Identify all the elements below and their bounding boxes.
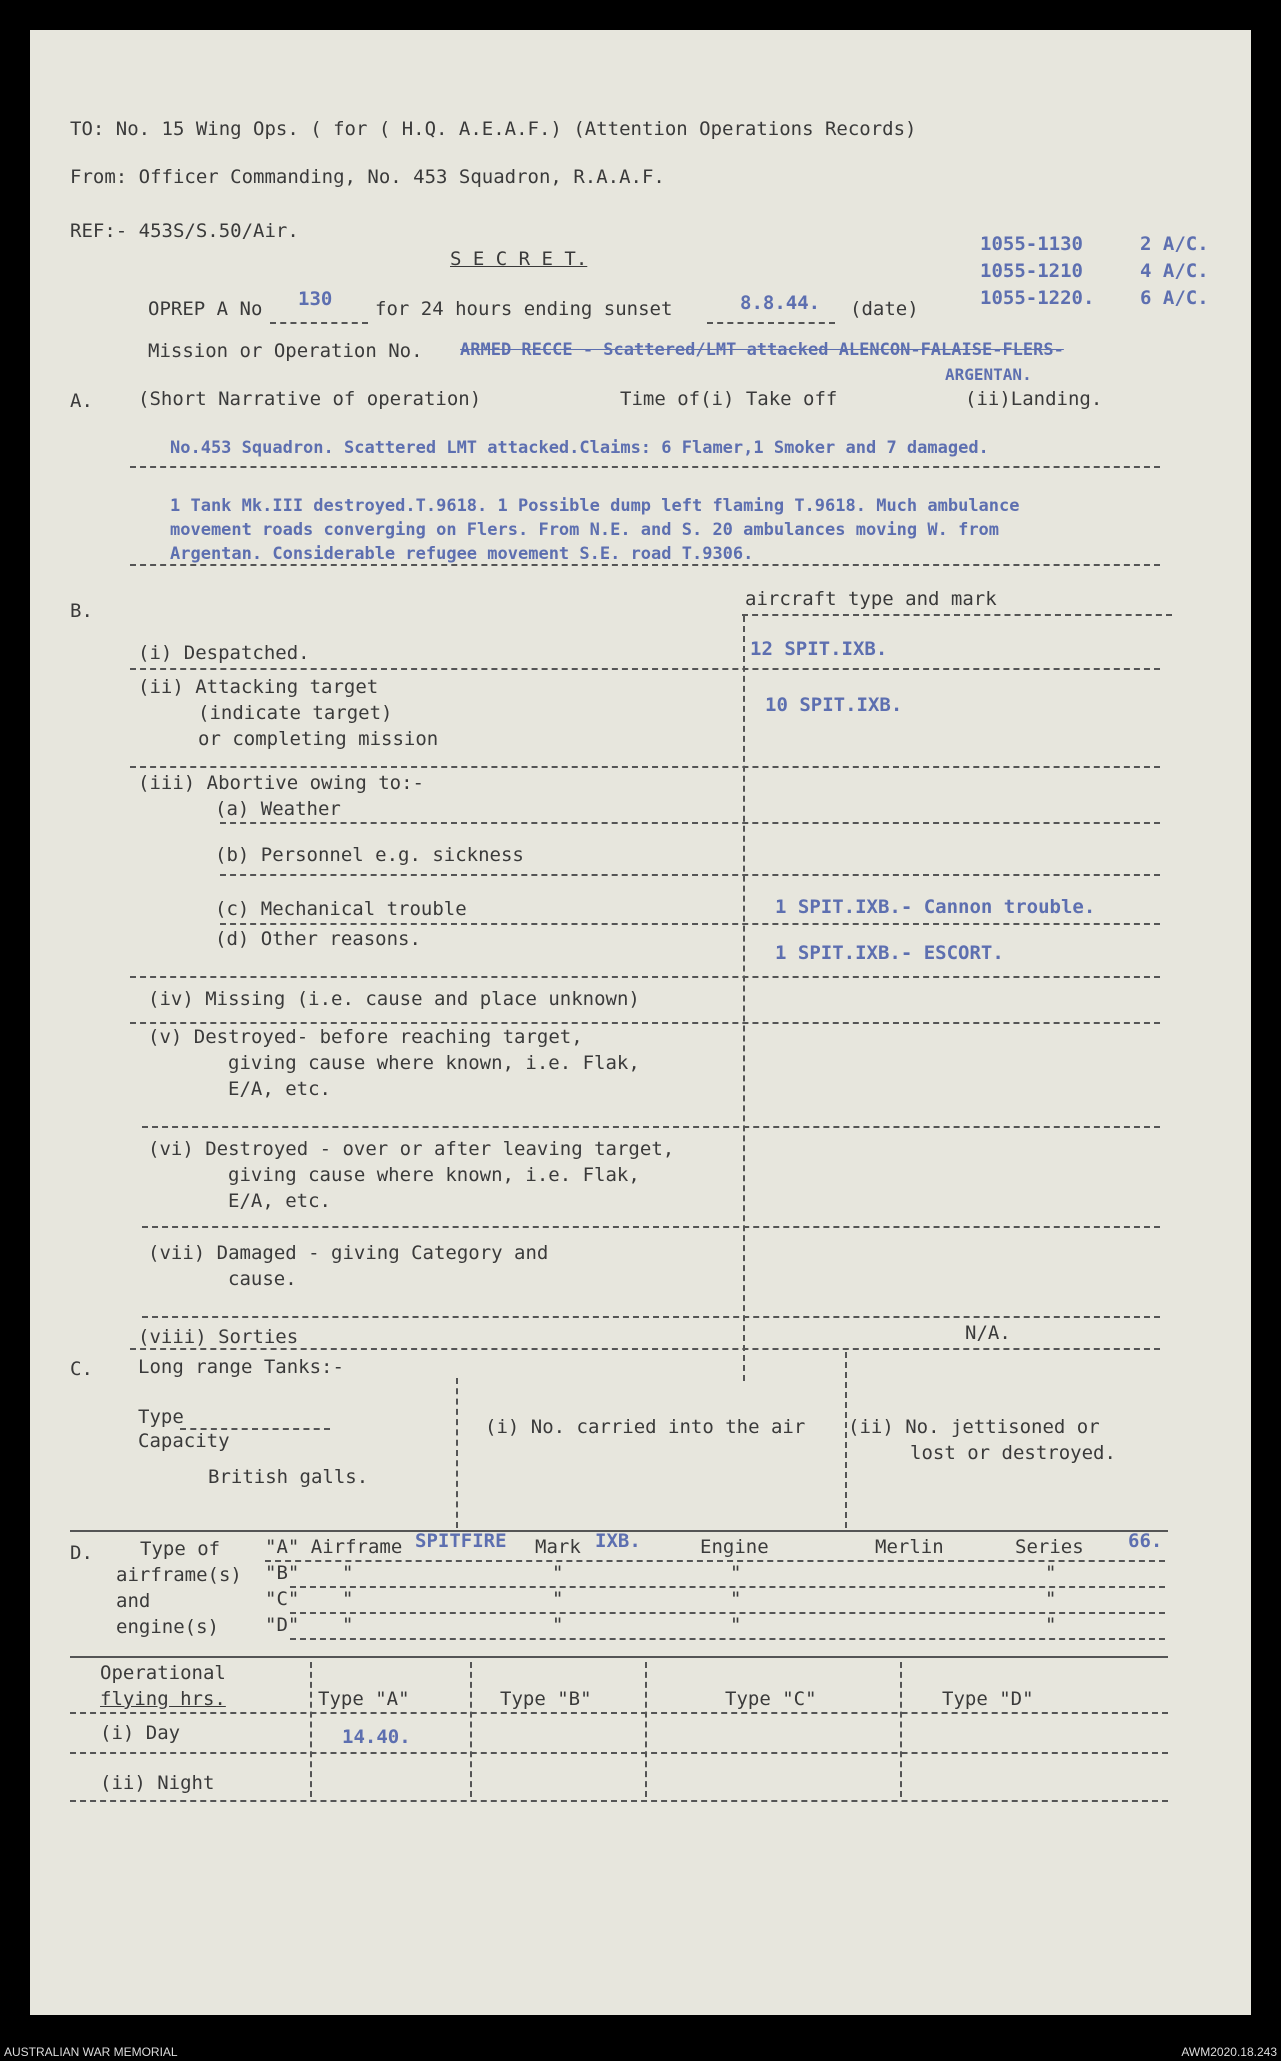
archive-reference: AWM2020.18.243 <box>1181 2045 1277 2059</box>
oprep-number: 130 <box>298 288 333 310</box>
mission-value-cont: ARGENTAN. <box>945 365 1032 384</box>
table-column-divider <box>470 1662 472 1797</box>
table-bottom-rule <box>70 1800 1168 1802</box>
destroyed-before-label: giving cause where known, i.e. Flak, <box>228 1052 640 1074</box>
date-label: (date) <box>850 298 919 320</box>
table-column-divider <box>900 1662 902 1797</box>
airframe-label: engine(s) <box>116 1616 219 1638</box>
time-entry: 1055-1210 <box>980 260 1083 282</box>
tank-capacity-label: Capacity <box>138 1430 230 1452</box>
date-underline <box>707 322 835 324</box>
row-rule <box>220 822 1160 824</box>
series-value: 66. <box>1128 1530 1163 1552</box>
row-rule <box>130 766 1160 768</box>
ref-line: REF:- 453S/S.50/Air. <box>70 220 299 242</box>
oprep-label: OPREP A No <box>148 298 263 320</box>
narrative-rule <box>130 564 1160 566</box>
row-rule <box>130 1022 1160 1024</box>
header-rule <box>742 614 1172 616</box>
tanks-label: Long range Tanks:- <box>138 1356 344 1378</box>
type-c-header: Type "C" <box>725 1688 817 1710</box>
series-label: Series <box>1015 1536 1084 1558</box>
row-rule <box>142 1126 1160 1128</box>
weather-label: (a) Weather <box>215 798 341 820</box>
table-rule <box>70 1752 1168 1754</box>
airframe-label: and <box>116 1590 151 1612</box>
despatched-value: 12 SPIT.IXB. <box>750 638 888 660</box>
destroyed-after-label: E/A, etc. <box>228 1190 331 1212</box>
ditto-mark: " <box>1045 1614 1057 1636</box>
engine-label: Engine <box>700 1536 769 1558</box>
row-rule <box>220 874 1160 876</box>
time-count: 4 A/C. <box>1140 260 1209 282</box>
section-a-letter: A. <box>70 390 93 412</box>
type-d-header: Type "D" <box>942 1688 1034 1710</box>
airframe-row-d-label: "D" <box>265 1614 300 1636</box>
tank-galls-label: British galls. <box>208 1466 369 1488</box>
airframe-label: airframe(s) <box>116 1564 242 1586</box>
landing-label: (ii)Landing. <box>965 388 1103 410</box>
narrative-line: No.453 Squadron. Scattered LMT attacked.Claims: 6 Flamer,1 Smoker and 7 damaged. <box>170 438 989 458</box>
destroyed-after-label: (vi) Destroyed - over or after leaving target, <box>148 1138 675 1160</box>
row-rule <box>142 1226 1160 1228</box>
ditto-mark: " <box>342 1562 354 1584</box>
type-b-header: Type "B" <box>500 1688 592 1710</box>
ditto-mark: " <box>730 1588 742 1610</box>
to-line: TO: No. 15 Wing Ops. ( for ( H.Q. A.E.A.F.) (Attention Operations Records) <box>70 118 917 140</box>
table-column-divider <box>310 1662 312 1797</box>
airframe-rule <box>290 1638 1165 1640</box>
day-type-a-value: 14.40. <box>342 1726 411 1748</box>
table-rule <box>70 1712 1168 1714</box>
tanks-divider <box>456 1378 458 1528</box>
document-page <box>30 30 1251 2015</box>
missing-label: (iv) Missing (i.e. cause and place unknown) <box>148 988 640 1010</box>
oprep-underline <box>270 322 368 324</box>
row-rule <box>130 668 1160 670</box>
airframe-row-b-label: "B" <box>265 1562 300 1584</box>
from-line: From: Officer Commanding, No. 453 Squadron, R.A.A.F. <box>70 166 665 188</box>
airframe-rule <box>290 1612 1165 1614</box>
section-c-letter: C. <box>70 1358 93 1380</box>
sorties-label: (viii) Sorties <box>138 1326 299 1348</box>
narrative-line: movement roads converging on Flers. From N.E. and S. 20 ambulances moving W. from <box>170 520 1000 540</box>
ditto-mark: " <box>1045 1562 1057 1584</box>
row-rule <box>130 976 1160 978</box>
attacking-label: (ii) Attacking target <box>138 676 379 698</box>
abortive-label: (iii) Abortive owing to:- <box>138 772 424 794</box>
mark-value: IXB. <box>595 1530 641 1552</box>
day-label: (i) Day <box>100 1722 181 1744</box>
time-entry: 1055-1130 <box>980 233 1083 255</box>
engine-value: Merlin <box>875 1536 944 1558</box>
ditto-mark: " <box>552 1562 564 1584</box>
for-label: for 24 hours ending sunset <box>375 298 673 320</box>
archive-credit: AUSTRALIAN WAR MEMORIAL <box>4 2045 178 2059</box>
ditto-mark: " <box>342 1588 354 1610</box>
secret-heading: S E C R E T. <box>450 248 588 270</box>
tanks-jettisoned-label: (ii) No. jettisoned or <box>848 1416 1100 1438</box>
airframe-value: SPITFIRE <box>415 1530 507 1552</box>
despatched-label: (i) Despatched. <box>138 642 310 664</box>
section-d-letter: D. <box>70 1542 93 1564</box>
airframe-rule <box>290 1586 1165 1588</box>
destroyed-before-label: (v) Destroyed- before reaching target, <box>148 1026 583 1048</box>
airframe-row-a-label: "A" Airframe <box>265 1536 403 1558</box>
time-count: 2 A/C. <box>1140 233 1209 255</box>
time-entry: 1055-1220. <box>980 287 1095 309</box>
type-a-header: Type "A" <box>318 1688 410 1710</box>
tanks-carried-label: (i) No. carried into the air <box>485 1416 806 1438</box>
ditto-mark: " <box>552 1614 564 1636</box>
mechanical-value: 1 SPIT.IXB.- Cannon trouble. <box>775 896 1096 918</box>
ditto-mark: " <box>730 1562 742 1584</box>
airframe-label: Type of <box>140 1538 221 1560</box>
row-rule <box>220 923 1160 925</box>
ditto-mark: " <box>1045 1588 1057 1610</box>
narrative-line: Argentan. Considerable refugee movement S.E. road T.9306. <box>170 544 754 564</box>
table-top-rule <box>70 1656 1168 1658</box>
tanks-jettisoned-label: lost or destroyed. <box>910 1442 1116 1464</box>
other-reasons-value: 1 SPIT.IXB.- ESCORT. <box>775 942 1004 964</box>
time-count: 6 A/C. <box>1140 287 1209 309</box>
attacking-value: 10 SPIT.IXB. <box>765 694 903 716</box>
aircraft-type-header: aircraft type and mark <box>745 588 997 610</box>
narrative-rule <box>130 466 1160 468</box>
takeoff-label: Time of(i) Take off <box>620 388 838 410</box>
tanks-divider <box>845 1352 847 1528</box>
ditto-mark: " <box>342 1614 354 1636</box>
ditto-mark: " <box>730 1614 742 1636</box>
damaged-label: cause. <box>228 1268 297 1290</box>
mission-value: ARMED RECCE - Scattered/LMT attacked ALENCON-FALAISE-FLERS- <box>460 340 1064 360</box>
section-b-letter: B. <box>70 600 93 622</box>
destroyed-after-label: giving cause where known, i.e. Flak, <box>228 1164 640 1186</box>
flying-hours-label: Operational <box>100 1662 226 1684</box>
mission-label: Mission or Operation No. <box>148 340 423 362</box>
damaged-label: (vii) Damaged - giving Category and <box>148 1242 549 1264</box>
row-rule <box>142 1316 1160 1318</box>
attacking-label: or completing mission <box>198 728 439 750</box>
flying-hours-label: flying hrs. <box>100 1688 226 1710</box>
other-reasons-label: (d) Other reasons. <box>215 928 421 950</box>
destroyed-before-label: E/A, etc. <box>228 1078 331 1100</box>
mechanical-label: (c) Mechanical trouble <box>215 898 467 920</box>
night-label: (ii) Night <box>100 1772 215 1794</box>
table-column-divider <box>645 1662 647 1797</box>
row-rule <box>130 1348 1160 1350</box>
airframe-row-c-label: "C" <box>265 1588 300 1610</box>
narrative-line: 1 Tank Mk.III destroyed.T.9618. 1 Possible dump left flaming T.9618. Much ambulance <box>170 496 1020 516</box>
date-value: 8.8.44. <box>740 292 821 314</box>
ditto-mark: " <box>552 1588 564 1610</box>
mark-label: Mark <box>535 1536 581 1558</box>
attacking-label: (indicate target) <box>198 702 393 724</box>
sorties-value: N/A. <box>965 1322 1011 1344</box>
personnel-label: (b) Personnel e.g. sickness <box>215 844 524 866</box>
narrative-label: (Short Narrative of operation) <box>138 388 482 410</box>
airframe-rule <box>265 1560 1165 1562</box>
column-divider <box>743 616 745 1381</box>
tank-type-label: Type <box>138 1406 184 1428</box>
